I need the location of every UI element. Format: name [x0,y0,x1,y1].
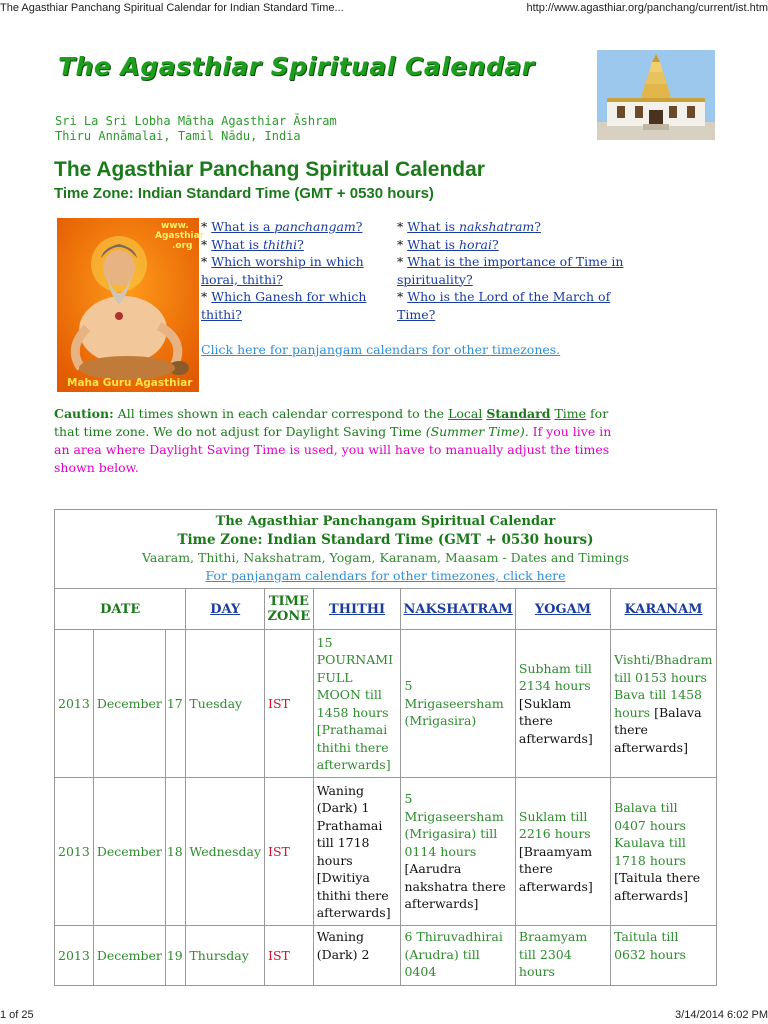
faq-link-worship-horai[interactable]: Which worship in which horai, thithi? [201,254,364,287]
print-header-url: http://www.agasthiar.org/panchang/current/ist.htm [526,2,768,14]
print-header-title: The Agasthiar Panchang Spiritual Calendar for Indian Standard Time... [0,2,344,14]
column-header-timezone: TIME ZONE [265,589,314,630]
cell-nakshatram: 6 Thiruvadhirai (Arudra) till 0404 [401,926,515,986]
cell-date: 18 [165,778,186,926]
page-title: The Agasthiar Panchang Spiritual Calendar [54,158,485,181]
cell-year: 2013 [55,926,94,986]
cell-karanam: Taitula till 0632 hours [611,926,717,986]
guru-image-url-text: www. [161,221,189,231]
print-timestamp: 3/14/2014 6:02 PM [675,1009,768,1021]
svg-text:Agasthiar: Agasthiar [155,231,205,241]
caution-local: Local [448,406,483,421]
ashram-address [55,114,337,144]
caution-time: Time [554,406,587,421]
cell-thithi: 15 POURNAMI FULL MOON till 1458 hours [Prathamai thithi there afterwards] [313,630,401,778]
column-header-karanam[interactable]: KARANAM [611,589,717,630]
column-header-day[interactable]: DAY [186,589,265,630]
cell-karanam: Balava till 0407 hours Kaulava till 1718 hours [Taitula there afterwards] [611,778,717,926]
cell-timezone: IST [265,630,314,778]
faq-item: * What is a panchangam? [201,219,363,234]
caution-note [54,405,624,477]
caution-summer-time: (Summer Time). [425,424,529,439]
cell-date: 19 [165,926,186,986]
faq-link-nakshatram[interactable]: What is nakshatram? [407,219,541,234]
faq-link-ganesh-thithi[interactable]: Which Ganesh for which thithi? [201,289,367,322]
faq-item: * Which worship in which horai, thithi? [201,254,364,287]
print-header [0,0,768,18]
cell-day: Tuesday [186,630,265,778]
cell-thithi: Waning (Dark) 2 [313,926,401,986]
page-subtitle: Time Zone: Indian Standard Time (GMT + 0530 hours) [54,185,434,202]
caution-label: Caution: [54,406,114,421]
panchangam-calendar-table [54,509,717,986]
cell-month: December [93,630,165,778]
caution-text: All times shown in each calendar correspond to the [113,406,449,421]
caution-dst-warning: If you live in an area where Daylight Saving Time is used, you will have to manually adjust the times shown below. [54,424,612,475]
table-timezones-link[interactable]: For panjangam calendars for other timezones, click here [205,568,566,583]
faq-item: * What is thithi? [201,236,304,252]
svg-text:.org: .org [172,241,193,251]
cell-day: Wednesday [186,778,265,926]
cell-year: 2013 [55,778,94,926]
faq-item: * Which Ganesh for which thithi? [201,289,367,322]
cell-yogam: Subham till 2134 hours [Suklam there afterwards] [515,630,610,778]
cell-month: December [93,778,165,926]
faq-item: * Who is the Lord of the March of Time? [397,289,611,322]
caution-standard: Standard [486,406,551,421]
faq-link-horai[interactable]: What is horai? [407,236,499,252]
faq-link-lord-of-time[interactable]: Who is the Lord of the March of Time? [397,289,611,322]
print-footer [0,1006,768,1024]
cell-nakshatram: 5 Mrigaseersham (Mrigasira) [401,630,515,778]
cell-yogam: Suklam till 2216 hours [Braamyam there afterwards] [515,778,610,926]
ashram-line-1: Sri La Sri Lobha Mātha Agasthiar Āshram [55,114,337,128]
table-row [55,630,717,778]
page-counter: 1 of 25 [0,1009,34,1021]
cell-nakshatram: 5 Mrigaseersham (Mrigasira) till 0114 hours [Aarudra nakshatra there afterwards] [401,778,515,926]
faq-links-left [201,218,381,323]
caution-text-2: for that time zone. We do not adjust for Daylight Saving Time [54,406,609,439]
column-header-thithi[interactable]: THITHI [313,589,401,630]
guru-agasthiar-image [57,218,205,392]
site-banner-title: The Agasthiar Spiritual Calendar [58,52,535,81]
table-timezone: Time Zone: Indian Standard Time (GMT + 0530 hours) [177,532,594,548]
column-header-nakshatram[interactable]: NAKSHATRAM [401,589,515,630]
faq-item: * What is horai? [397,236,499,252]
faq-item: * What is the importance of Time in spirituality? [397,254,624,287]
column-header-yogam[interactable]: YOGAM [515,589,610,630]
cell-thithi: Waning (Dark) 1 Prathamai till 1718 hours [Dwitiya thithi there afterwards] [313,778,401,926]
cell-date: 17 [165,630,186,778]
cell-karanam: Vishti/Bhadram till 0153 hours Bava till 1458 hours [Balava there afterwards] [611,630,717,778]
faq-link-time-spirituality[interactable]: What is the importance of Time in spirituality? [397,254,624,287]
cell-timezone: IST [265,926,314,986]
faq-item: * What is nakshatram? [397,219,541,234]
cell-month: December [93,926,165,986]
column-header-date: DATE [55,589,186,630]
table-header [55,510,717,589]
cell-timezone: IST [265,778,314,926]
cell-yogam: Braamyam till 2304 hours [515,926,610,986]
cell-day: Thursday [186,926,265,986]
faq-link-thithi[interactable]: What is thithi? [211,236,304,252]
cell-year: 2013 [55,630,94,778]
temple-image [597,50,715,140]
faq-link-panchangam[interactable]: What is a panchangam? [211,219,363,234]
table-title: The Agasthiar Panchangam Spiritual Calendar [215,514,556,529]
guru-image-caption: Maha Guru Agasthiar [67,377,193,389]
table-subtitle: Vaaram, Thithi, Nakshatram, Yogam, Karanam, Maasam - Dates and Timings [141,550,630,565]
table-row [55,778,717,926]
other-timezones-link[interactable]: Click here for panjangam calendars for other timezones. [201,342,561,357]
table-row [55,926,717,986]
faq-links-right [397,218,637,323]
ashram-line-2: Thiru Annāmalai, Tamil Nādu, India [55,129,301,143]
